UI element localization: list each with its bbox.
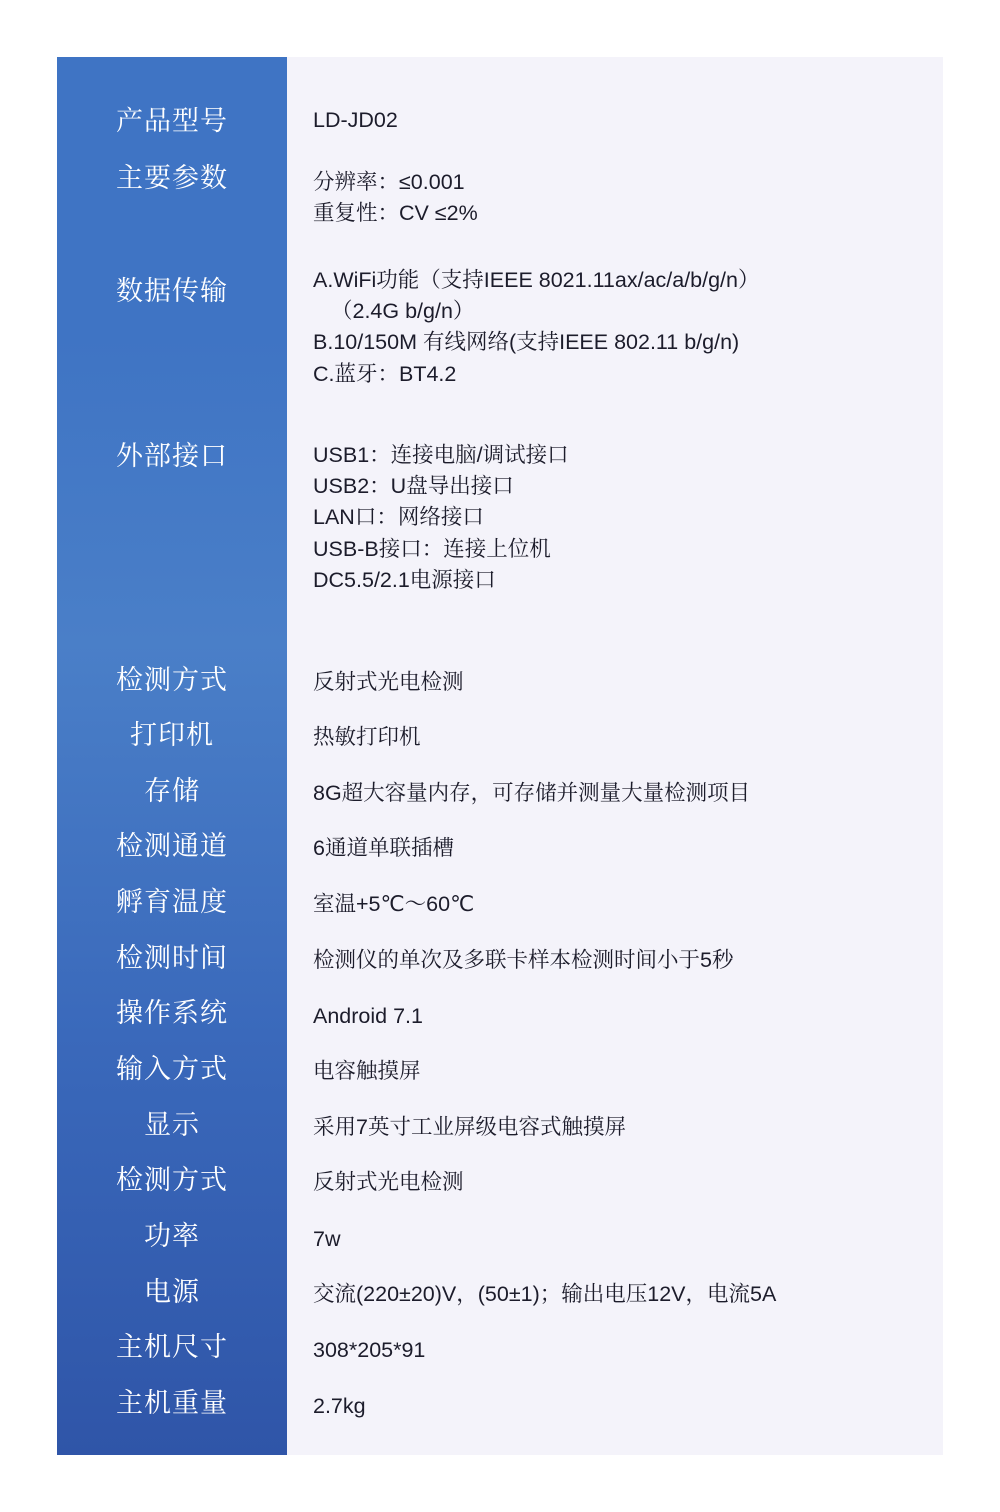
row-value bbox=[313, 778, 933, 809]
row-label: 孵育温度 bbox=[116, 887, 228, 917]
row-value bbox=[313, 1279, 933, 1310]
row-value bbox=[313, 667, 933, 698]
row-value-line: 采用7英寸工业屏级电容式触摸屏 bbox=[313, 1115, 626, 1139]
row-value-line: LD-JD02 bbox=[313, 108, 398, 132]
row-value-line: B.10/150M 有线网络(支持IEEE 802.11 b/g/n) bbox=[313, 330, 740, 355]
row-value bbox=[313, 1056, 933, 1087]
row-label: 数据传输 bbox=[116, 276, 228, 306]
row-value bbox=[313, 1001, 933, 1032]
row-value-line: LAN口：网络接口 bbox=[313, 505, 484, 530]
row-value bbox=[313, 1112, 933, 1143]
row-label: 打印机 bbox=[130, 720, 214, 750]
row-value bbox=[313, 1335, 933, 1366]
row-label: 主要参数 bbox=[116, 163, 228, 193]
row-value-line: 检测仪的单次及多联卡样本检测时间小于5秒 bbox=[313, 948, 734, 972]
row-value bbox=[313, 1167, 933, 1198]
row-value bbox=[313, 440, 933, 596]
label-column bbox=[57, 57, 287, 1455]
row-value-line: 8G超大容量内存，可存储并测量大量检测项目 bbox=[313, 781, 751, 805]
row-label: 显示 bbox=[144, 1110, 200, 1140]
row-value-line: 7w bbox=[313, 1227, 341, 1251]
row-value-line: Android 7.1 bbox=[313, 1004, 423, 1028]
row-label: 检测方式 bbox=[116, 665, 228, 695]
row-value-line: 重复性：CV ≤2% bbox=[313, 201, 478, 226]
row-value-line: 308*205*91 bbox=[313, 1338, 426, 1362]
row-value bbox=[313, 105, 933, 136]
row-label: 产品型号 bbox=[116, 106, 228, 136]
value-column bbox=[287, 57, 943, 1455]
row-value-line: 交流(220±20)V，(50±1)；输出电压12V，电流5A bbox=[313, 1282, 777, 1306]
row-value-line: C.蓝牙：BT4.2 bbox=[313, 361, 457, 386]
specification-table bbox=[57, 57, 943, 1455]
row-value bbox=[313, 722, 933, 753]
row-value bbox=[313, 1391, 933, 1422]
row-value-line: A.WiFi功能（支持IEEE 8021.11ax/ac/a/b/g/n） bbox=[313, 268, 760, 292]
row-value bbox=[313, 265, 933, 390]
row-label: 外部接口 bbox=[116, 441, 228, 471]
row-label: 电源 bbox=[144, 1277, 200, 1307]
row-value-line: 热敏打印机 bbox=[313, 725, 421, 749]
row-label: 检测通道 bbox=[116, 831, 228, 861]
row-value-line: 6通道单联插槽 bbox=[313, 836, 454, 860]
row-value bbox=[313, 833, 933, 864]
row-value-line: 反射式光电检测 bbox=[313, 1170, 464, 1194]
row-value-line: 反射式光电检测 bbox=[313, 670, 464, 694]
row-value-line: 分辨率：≤0.001 bbox=[313, 170, 465, 194]
row-value bbox=[313, 945, 933, 976]
row-value-line: 电容触摸屏 bbox=[313, 1059, 421, 1083]
row-value bbox=[313, 167, 933, 229]
row-label: 检测方式 bbox=[116, 1165, 228, 1195]
row-label: 主机重量 bbox=[116, 1388, 228, 1418]
row-label: 存储 bbox=[144, 776, 200, 806]
row-value-line: USB1：连接电脑/调试接口 bbox=[313, 443, 569, 467]
row-value-line: DC5.5/2.1电源接口 bbox=[313, 567, 496, 592]
row-value-line: USB-B接口：连接上位机 bbox=[313, 536, 551, 561]
row-label: 输入方式 bbox=[116, 1054, 228, 1084]
row-value bbox=[313, 889, 933, 920]
row-label: 操作系统 bbox=[116, 998, 228, 1028]
row-label: 功率 bbox=[144, 1221, 200, 1251]
row-value-line: 2.7kg bbox=[313, 1394, 366, 1418]
row-value bbox=[313, 1224, 933, 1255]
row-value-line: 室温+5℃～60℃ bbox=[313, 892, 475, 916]
row-value-line: （2.4G b/g/n） bbox=[331, 299, 475, 324]
row-label: 检测时间 bbox=[116, 943, 228, 973]
row-label: 主机尺寸 bbox=[116, 1332, 228, 1362]
row-value-line: USB2：U盘导出接口 bbox=[313, 474, 514, 499]
